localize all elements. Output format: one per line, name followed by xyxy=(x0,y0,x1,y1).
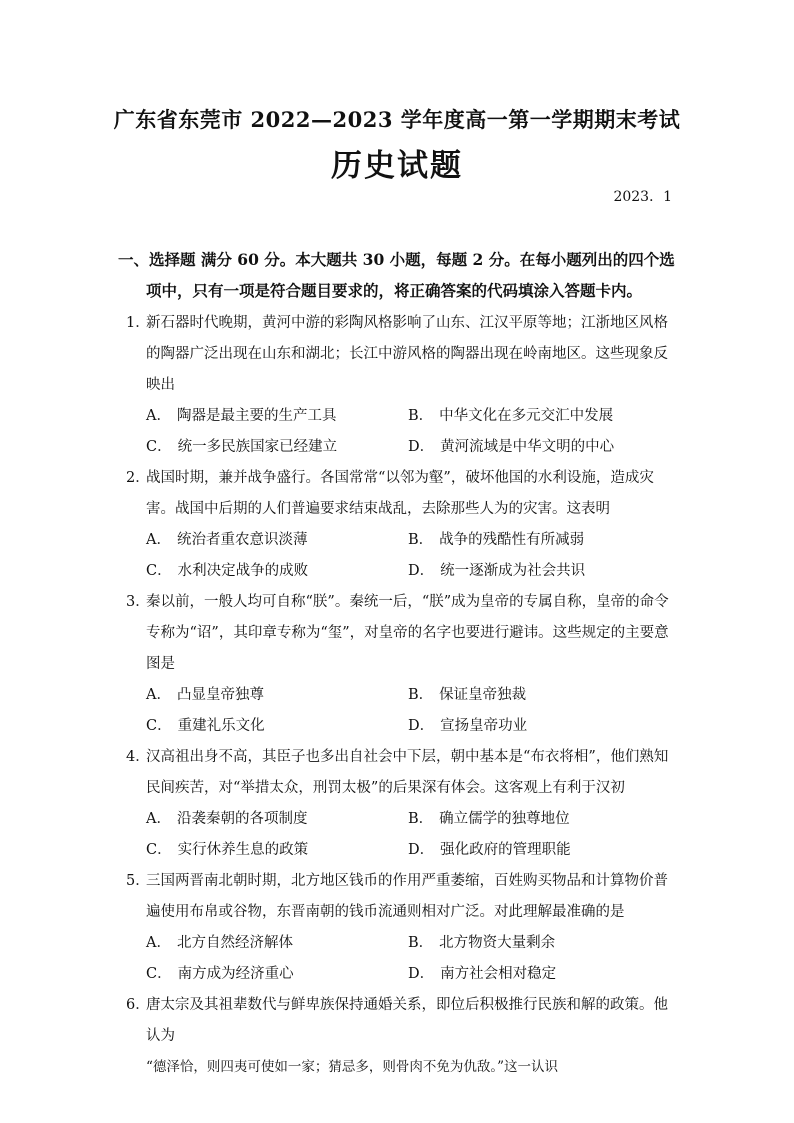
section-heading-line2: 项中，只有一项是符合题目要求的，将正确答案的代码填涂入答题卡内。 xyxy=(146,281,643,300)
page-title: 广东省东莞市 2022—2023 学年度高一第一学期期末考试 xyxy=(113,107,681,132)
question-3 xyxy=(126,587,678,742)
option-a[interactable]: A． 沿袭秦朝的各项制度 xyxy=(146,811,308,827)
option-c[interactable]: C． 水利决定战争的成败 xyxy=(146,563,309,579)
question-number: 1． xyxy=(126,315,150,331)
option-c[interactable]: C． 南方成为经济重心 xyxy=(146,966,294,982)
option-d[interactable]: D． 宣扬皇帝功业 xyxy=(408,718,528,734)
option-b[interactable]: B． 确立儒学的独尊地位 xyxy=(408,811,570,827)
subject-title: 历史试题 xyxy=(331,148,463,184)
option-a[interactable]: A． 凸显皇帝独尊 xyxy=(146,687,264,703)
question-4 xyxy=(126,742,678,866)
option-d[interactable]: D． 南方社会相对稳定 xyxy=(408,966,557,982)
option-a[interactable]: A． 统治者重农意识淡薄 xyxy=(146,532,308,548)
question-number: 2． xyxy=(126,470,150,486)
option-a[interactable]: A． 北方自然经济解体 xyxy=(146,935,293,951)
option-a[interactable]: A． 陶器是最主要的生产工具 xyxy=(146,408,337,424)
question-quote: “德泽恰，则四夷可使如一家；猜忌多，则骨肉不免为仇敌。”这一认识 xyxy=(146,1059,559,1075)
question-1 xyxy=(126,308,678,463)
exam-date: 2023．1 xyxy=(613,189,672,205)
question-stem: 汉高祖出身不高，其臣子也多出自社会中下层，朝中基本是“布衣将相”，他们熟知民间疾苦，对“举措太众，刑罚太极”的后果深有体会。这客观上有利于汉初 xyxy=(146,749,669,796)
question-5 xyxy=(126,866,678,990)
option-d[interactable]: D． 黄河流域是中华文明的中心 xyxy=(408,439,615,455)
question-stem: 三国两晋南北朝时期，北方地区钱币的作用严重萎缩，百姓购买物品和计算物价普遍使用布帛或谷物，东晋南朝的钱币流通则相对广泛。对此理解最准确的是 xyxy=(146,873,668,920)
option-b[interactable]: B． 保证皇帝独裁 xyxy=(408,687,527,703)
question-list xyxy=(126,308,678,1083)
option-b[interactable]: B． 战争的残酷性有所减弱 xyxy=(408,532,585,548)
section-heading-line1: 一、选择题 满分 60 分。本大题共 30 小题，每题 2 分。在每小题列出的四个选 xyxy=(118,250,675,269)
question-number: 6． xyxy=(126,997,150,1013)
question-stem: 新石器时代晚期，黄河中游的彩陶风格影响了山东、江汉平原等地；江浙地区风格的陶器广泛出现在山东和湖北；长江中游风格的陶器出现在岭南地区。这些现象反映出 xyxy=(146,315,668,393)
question-number: 4． xyxy=(126,749,150,765)
question-number: 5． xyxy=(126,873,150,889)
option-d[interactable]: D． 统一逐渐成为社会共识 xyxy=(408,563,586,579)
section-heading xyxy=(118,244,678,306)
option-d[interactable]: D． 强化政府的管理职能 xyxy=(408,842,571,858)
question-stem: 唐太宗及其祖辈数代与鲜卑族保持通婚关系，即位后积极推行民族和解的政策。他认为 xyxy=(146,997,668,1044)
option-b[interactable]: B． 中华文化在多元交汇中发展 xyxy=(408,408,614,424)
question-stem: 战国时期，兼并战争盛行。各国常常“以邻为壑”，破坏他国的水利设施，造成灾害。战国中后期的人们普遍要求结束战乱，去除那些人为的灾害。这表明 xyxy=(146,470,654,517)
question-6 xyxy=(126,990,678,1083)
option-b[interactable]: B． 北方物资大量剩余 xyxy=(408,935,556,951)
option-c[interactable]: C． 重建礼乐文化 xyxy=(146,718,265,734)
option-c[interactable]: C． 统一多民族国家已经建立 xyxy=(146,439,338,455)
option-c[interactable]: C． 实行休养生息的政策 xyxy=(146,842,309,858)
question-stem: 秦以前，一般人均可自称“朕”。秦统一后，“朕”成为皇帝的专属自称，皇帝的命令专称为“诏”，其印章专称为“玺”，对皇帝的名字也要进行避讳。这些规定的主要意图是 xyxy=(146,594,669,672)
question-number: 3． xyxy=(126,594,150,610)
question-2 xyxy=(126,463,678,587)
